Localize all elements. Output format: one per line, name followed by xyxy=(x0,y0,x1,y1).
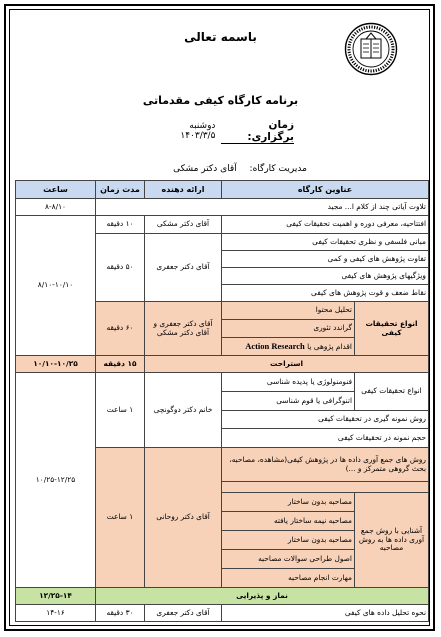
presenter-cell: آقای دکتر روحانی xyxy=(145,448,222,588)
presenter-cell: آقای دکتر جعفری xyxy=(145,234,222,302)
topic-cell: تلاوت آیاتی چند از کلام ا... مجید xyxy=(96,199,429,216)
duration-cell: ۶۰ دقیقه xyxy=(96,302,145,356)
schedule-table xyxy=(15,180,429,622)
topic-cell: نقاط ضعف و قوت پژوهش های کیفی xyxy=(222,285,429,302)
time-cell: ۱۴-۱۶ xyxy=(16,605,96,622)
table-row xyxy=(16,605,429,622)
duration-cell: ۵۰ دقیقه xyxy=(96,234,145,302)
topic-cell: مهارت انجام مصاحبه xyxy=(222,569,355,588)
manager-value: آقای دکتر مشکی xyxy=(173,164,237,174)
university-seal-logo xyxy=(344,22,398,76)
topic-cell: مصاحبه نیمه ساختار یافته xyxy=(222,512,355,531)
workshop-title: برنامه کارگاه کیفی مقدماتی xyxy=(142,94,299,107)
topic-cell: نحوه تحلیل داده های کیفی xyxy=(222,605,429,622)
break-label: نماز و پذیرایی xyxy=(96,588,429,605)
topic-cell: روش های جمع آوری داده ها در پژوهش کیفی(مشاهده، مصاحبه، بحث گروهی متمرکز و ...) xyxy=(222,448,429,482)
table-row xyxy=(16,588,429,605)
topic-cell xyxy=(222,338,355,356)
topic-cell: افتتاحیه، معرفی دوره و اهمیت تحقیقات کیفی xyxy=(222,216,429,234)
workshop-manager xyxy=(150,164,330,174)
action-research-en: Action Research xyxy=(245,340,305,351)
topic-cell: فنومنولوژی یا پدیده شناسی xyxy=(222,373,355,392)
break-label: استراحت xyxy=(145,356,429,373)
table-row xyxy=(16,356,429,373)
duration-cell: ۱ ساعت xyxy=(96,448,145,588)
date-label: زمان برگزاری: xyxy=(221,119,294,144)
topic-cell: مصاحبه بدون ساختار xyxy=(222,531,355,550)
spacer-cell xyxy=(222,482,429,493)
category-cell: انواع تحقیقات کیفی xyxy=(355,302,429,356)
topic-cell: تفاوت پژوهش های کیفی و کمی xyxy=(222,251,429,268)
time-cell: ۱۰/۲۵-۱۲/۲۵ xyxy=(16,373,96,588)
topic-cell: اتنوگرافی یا قوم شناسی xyxy=(222,392,355,411)
topic-cell: گراندد تئوری xyxy=(222,320,355,338)
category-cell: انواع تحقیقات کیفی xyxy=(355,373,429,411)
bismillah: باسمه تعالی xyxy=(184,30,257,44)
presenter-cell: خانم دکتر دوگونچی xyxy=(145,373,222,448)
header-topics: عناوین کارگاه xyxy=(222,181,429,199)
presenter-cell: آقای دکتر جعفری و آقای دکتر مشکی xyxy=(145,302,222,356)
time-cell: ۱۲/۲۵-۱۴ xyxy=(16,588,96,605)
presenter-cell: آقای دکتر مشکی xyxy=(145,216,222,234)
header-presenter: ارائه دهنده xyxy=(145,181,222,199)
topic-cell: ویژگیهای پژوهش های کیفی xyxy=(222,268,429,285)
schedule-date xyxy=(154,120,294,142)
header-time: ساعت xyxy=(16,181,96,199)
topic-cell: حجم نمونه در تحقیقات کیفی xyxy=(222,429,429,448)
date-value: دوشنبه ۱۴۰۳/۳/۵ xyxy=(180,121,216,141)
header-duration: مدت زمان xyxy=(96,181,145,199)
table-row xyxy=(16,373,429,392)
topic-cell: مبانی فلسفی و نظری تحقیقات کیفی xyxy=(222,234,429,251)
topic-cell: تحلیل محتوا xyxy=(222,302,355,320)
table-row xyxy=(16,216,429,234)
category-cell: آشنایی با روش جمع آوری داده ها به روش مصاحبه xyxy=(355,493,429,588)
topic-cell: اصول طراحی سوالات مصاحبه xyxy=(222,550,355,569)
time-cell: ۱۰/۱۰-۱۰/۲۵ xyxy=(16,356,96,373)
time-cell: ۸-۸/۱۰ xyxy=(16,199,96,216)
action-research-prefix: اقدام پژوهی یا xyxy=(307,341,352,351)
duration-cell: ۱ ساعت xyxy=(96,373,145,448)
time-cell: ۸/۱۰-۱۰/۱۰ xyxy=(16,216,96,356)
duration-cell: ۱۰ دقیقه xyxy=(96,216,145,234)
manager-label: مدیریت کارگاه: xyxy=(249,164,307,174)
duration-cell: ۱۵ دقیقه xyxy=(96,356,145,373)
table-header-row xyxy=(16,181,429,199)
topic-cell: روش نمونه گیری در تحقیقات کیفی xyxy=(222,411,429,429)
presenter-cell: آقای دکتر جعفری xyxy=(145,605,222,622)
table-row xyxy=(16,199,429,216)
duration-cell: ۳۰ دقیقه xyxy=(96,605,145,622)
topic-cell: مصاحبه بدون ساختار xyxy=(222,493,355,512)
